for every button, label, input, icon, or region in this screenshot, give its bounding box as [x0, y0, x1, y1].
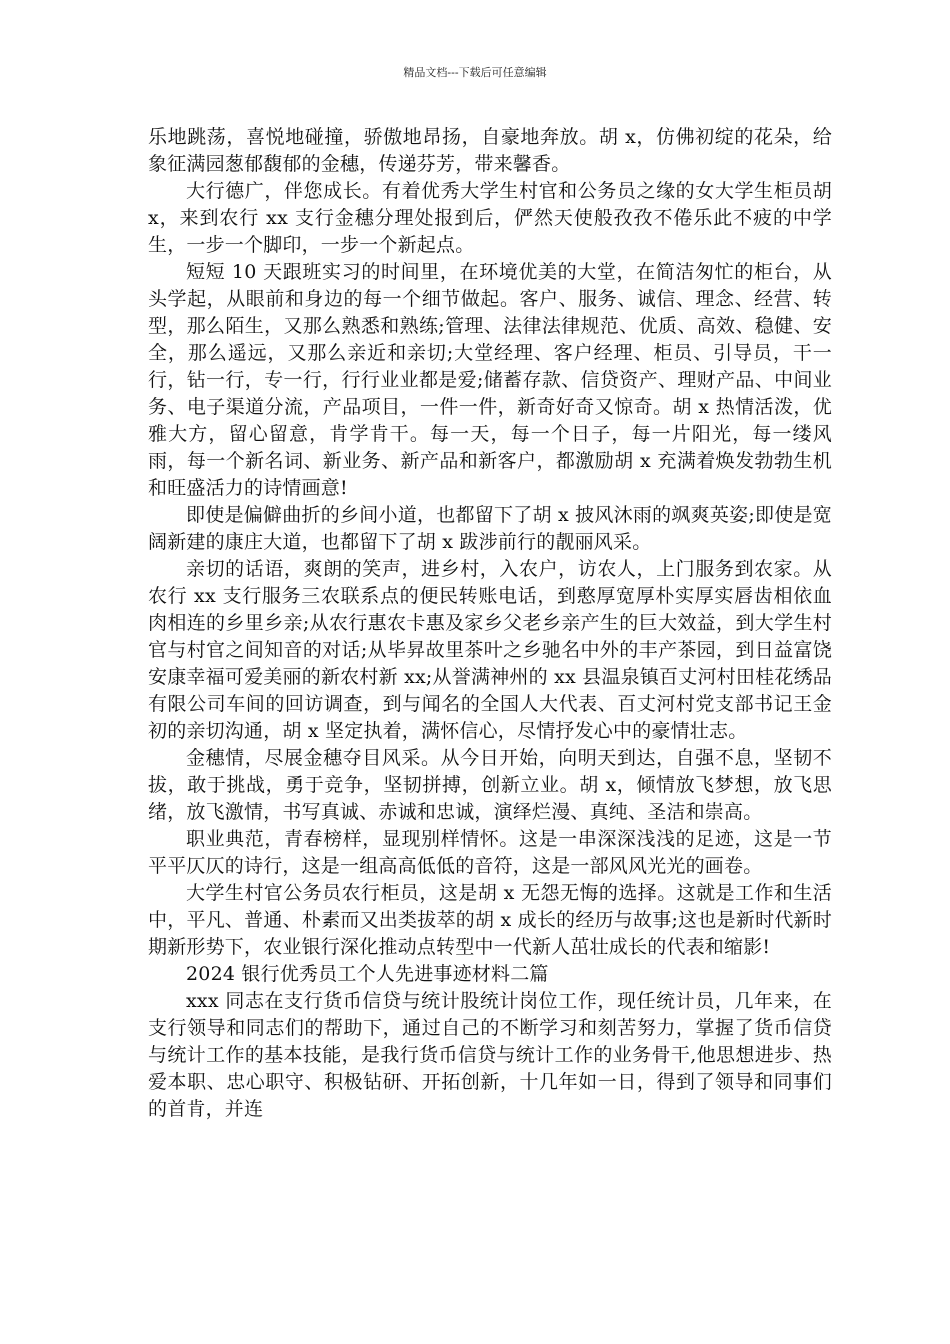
- paragraph: xxx 同志在支行货币信贷与统计股统计岗位工作，现任统计员，几年来，在支行领导和同志们的帮助下，通过自己的不断学习和刻苦努力，掌握了货币信贷与统计工作的基本技能，是我行货币信贷与统计工作的业务骨干,他思想进步、热爱本职、忠心职守、积极钻研、开拓创新，十几年如一日，得到了领导和同事们的首肯，并连: [148, 990, 832, 1120]
- paragraph: 乐地跳荡，喜悦地碰撞，骄傲地昂扬，自豪地奔放。胡 x，仿佛初绽的花朵，给象征满园葱郁馥郁的金穗，传递芬芳，带来馨香。: [148, 126, 832, 175]
- document-body: [148, 124, 832, 1123]
- paragraph: 短短 10 天跟班实习的时间里，在环境优美的大堂，在简洁匆忙的柜台，从头学起，从眼前和身边的每一个细节做起。客户、服务、诚信、理念、经营、转型，那么陌生，又那么熟悉和熟练;管理、法律法律规范、优质、高效、稳健、安全，那么遥远，又那么亲近和亲切;大堂经理、客户经理、柜员、引导员，干一行，钻一行，专一行，行行业业都是爱;储蓄存款、信贷资产、理财产品、中间业务、电子渠道分流，产品项目，一件一件，新奇好奇又惊奇。胡 x 热情活泼，优雅大方，留心留意，肯学肯干。每一天，每一个日子，每一片阳光，每一缕风雨，每一个新名词、新业务、新产品和新客户，都激励胡 x 充满着焕发勃勃生机和旺盛活力的诗情画意!: [148, 261, 832, 499]
- paragraph: 亲切的话语，爽朗的笑声，进乡村，入农户，访农人，上门服务到农家。从农行 xx 支行服务三农联系点的便民转账电话，到憨厚宽厚朴实厚实唇齿相依血肉相连的乡里乡亲;从农行惠农卡惠及家乡父老乡亲产生的巨大效益，到大学生村官与村官之间知音的对话;从毕昇故里茶叶之乡驰名中外的丰产茶园，到日益富饶安康幸福可爱美丽的新农村新 xx;从誉满神州的 xx 县温泉镇百丈河村田桂花绣品有限公司车间的回访调查，到与闻名的全国人大代表、百丈河村党支部书记王金初的亲切沟通，胡 x 坚定执着，满怀信心，尽情抒发心中的豪情壮志。: [148, 558, 832, 742]
- paragraph: 职业典范，青春榜样，显现别样情怀。这是一串深深浅浅的足迹，这是一节平平仄仄的诗行，这是一组高高低低的音符，这是一部风风光光的画卷。: [148, 828, 832, 877]
- page-header: 精品文档---下载后可任意编辑: [403, 66, 547, 79]
- section-heading: 2024 银行优秀员工个人先进事迹材料二篇: [186, 963, 549, 985]
- paragraph: 大行德广，伴您成长。有着优秀大学生村官和公务员之缘的女大学生柜员胡 x，来到农行 xx 支行金穗分理处报到后，俨然天使般孜孜不倦乐此不疲的中学生，一步一个脚印，一步一个新起点。: [148, 180, 832, 256]
- paragraph: 即使是偏僻曲折的乡间小道，也都留下了胡 x 披风沐雨的飒爽英姿;即使是宽阔新建的康庄大道，也都留下了胡 x 跋涉前行的靓丽风采。: [148, 504, 832, 553]
- paragraph: 金穗情，尽展金穗夺目风采。从今日开始，向明天到达，自强不息，坚韧不拔，敢于挑战，勇于竞争，坚韧拼搏，创新立业。胡 x，倾情放飞梦想，放飞思绪，放飞激情，书写真诚、赤诚和忠诚，演绎烂漫、真纯、圣洁和崇高。: [148, 747, 832, 823]
- paragraph: 大学生村官公务员农行柜员，这是胡 x 无怨无悔的选择。这就是工作和生活中，平凡、普通、朴素而又出类拔萃的胡 x 成长的经历与故事;这也是新时代新时期新形势下，农业银行深化推动点转型中一代新人茁壮成长的代表和缩影!: [148, 882, 832, 958]
